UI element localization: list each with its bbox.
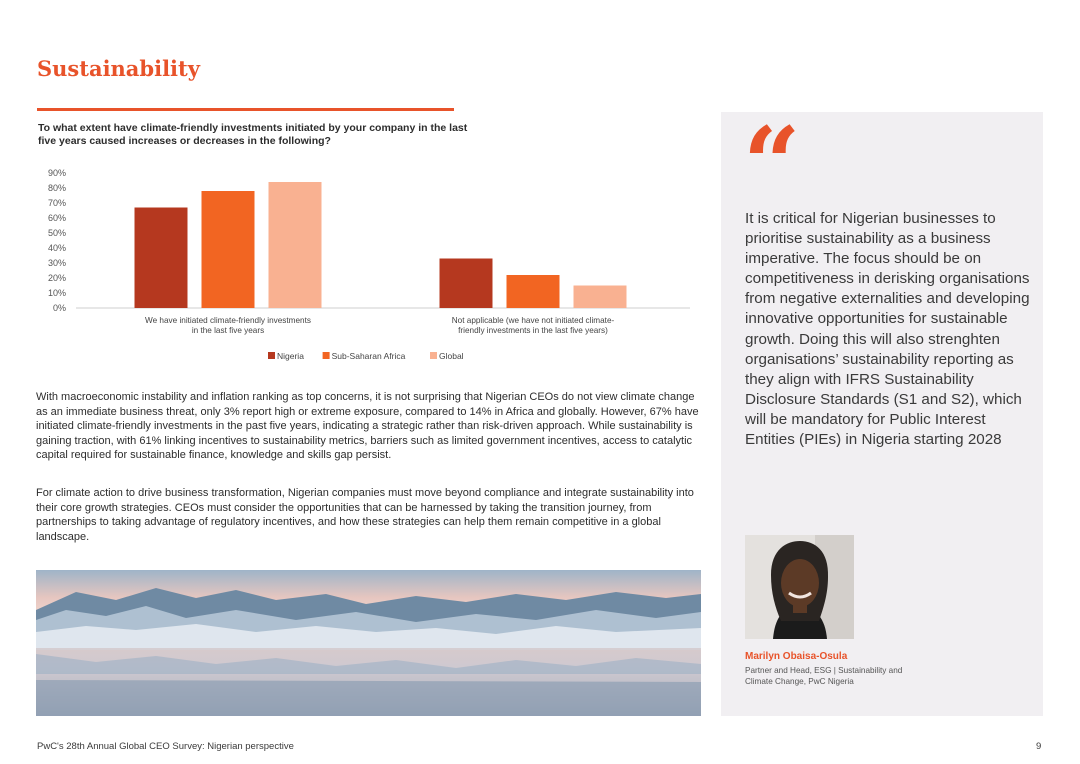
category-label: friendly investments in the last five years): [458, 326, 608, 335]
footer-title: PwC's 28th Annual Global CEO Survey: Nigerian perspective: [37, 741, 294, 752]
page-title: Sustainability: [37, 56, 200, 81]
legend-label: Sub-Saharan Africa: [331, 351, 406, 361]
y-tick-label: 30%: [47, 258, 66, 268]
bar-chart: [30, 165, 710, 375]
chart-question: To what extent have climate-friendly investments initiated by your company in the last five years caused increases or decreases in the following?: [38, 122, 468, 147]
quote-text: It is critical for Nigerian businesses to prioritise sustainability as a business imperative. The focus should be on competitiveness in derisking organisations from negative externalities and developing innovative opportunities for sustainable growth. Doing this will also strenghten organisations’ sustainability reporting as they align with IFRS Sustainability Disclosure Standards (S1 and S2), which will be mandatory for Public Interest Entities (PIEs) in Nigeria starting 2028: [745, 210, 1030, 449]
legend-swatch: [323, 352, 330, 359]
y-tick-label: 90%: [47, 168, 66, 178]
legend-label: Nigeria: [277, 351, 304, 361]
category-label: in the last five years: [191, 326, 265, 335]
bar-sub-saharan-africa: [507, 275, 560, 308]
bar-global: [269, 182, 322, 308]
bar-nigeria: [135, 208, 188, 309]
y-tick-label: 0%: [52, 303, 66, 313]
y-tick-label: 10%: [47, 288, 66, 298]
bar-sub-saharan-africa: [202, 191, 255, 308]
y-tick-label: 80%: [47, 183, 66, 193]
body-paragraph-2: For climate action to drive business transformation, Nigerian companies must move beyond compliance and integrate sustainability into their core growth strategies. CEOs must consider the opportunities that can be harnessed by taking the transition journey, from partnerships to taking advantage of regulatory incentives, and how these strategies can help them remain competitive in a global landscape.: [36, 487, 694, 543]
y-tick-label: 70%: [47, 198, 66, 208]
bar-global: [574, 286, 627, 309]
y-tick-label: 20%: [47, 273, 66, 283]
y-tick-label: 50%: [47, 228, 66, 238]
legend-swatch: [268, 352, 275, 359]
page-number: 9: [1036, 741, 1042, 752]
y-tick-label: 40%: [47, 243, 66, 253]
legend-swatch: [430, 352, 437, 359]
quote-mark-icon: “: [743, 105, 801, 223]
category-label: We have initiated climate-friendly investments: [145, 316, 311, 325]
category-label: Not applicable (we have not initiated climate-: [451, 316, 615, 325]
y-tick-label: 60%: [47, 213, 66, 223]
body-paragraph-1: With macroeconomic instability and inflation ranking as top concerns, it is not surprising that Nigerian CEOs do not view climate change as an immediate business threat, only 3% report high or extreme exposure, compared to 14% in Africa and globally. However, 67% have initiated climate-friendly investments in the past five years, indicating a strategic rather than risk-driven approach. While sustainability is gaining traction, with 61% linking incentives to sustainability metrics, barriers such as limited government incentives, access to catalytic capital required for sustainable finance, knowledge and skills gap persist.: [36, 391, 699, 462]
title-divider: [37, 108, 454, 111]
person-name: Marilyn Obaisa-Osula: [745, 651, 848, 662]
legend-label: Global: [439, 351, 464, 361]
portrait-photo: [745, 535, 854, 639]
bar-nigeria: [440, 259, 493, 309]
person-role: Partner and Head, ESG | Sustainability and Climate Change, PwC Nigeria: [745, 666, 903, 686]
quote-panel: [721, 105, 1043, 716]
icebergs-photo: [36, 570, 701, 716]
